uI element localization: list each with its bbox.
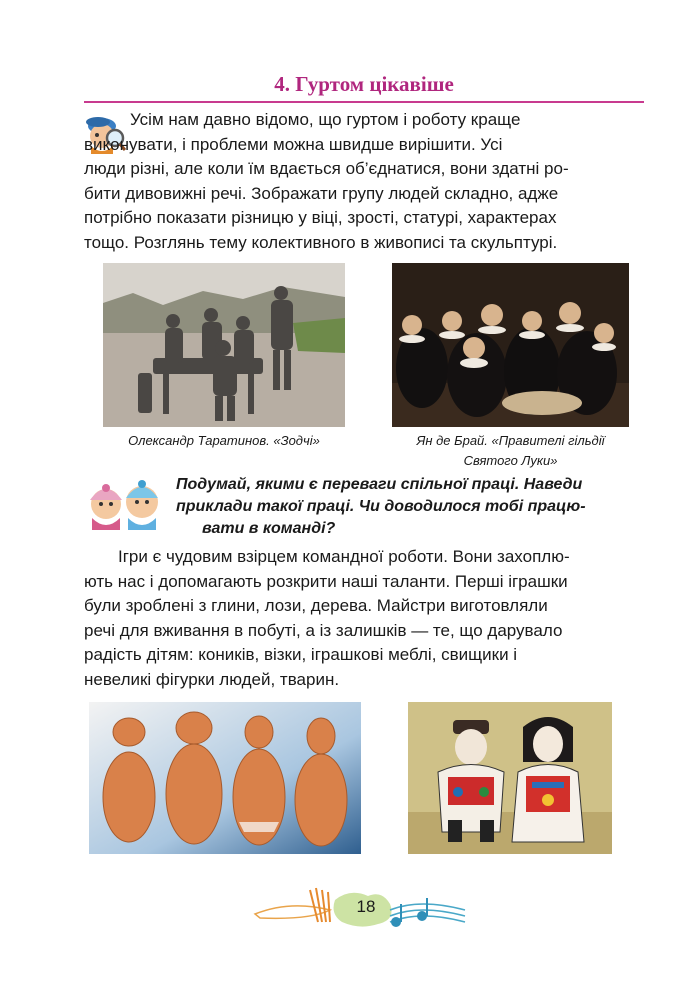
section-title: 4. Гуртом цікавіше [274,72,454,96]
intro-line: бити дивовижні речі. Зображати групу людей складно, адже [84,183,559,203]
discussion-question [176,474,643,540]
intro-line: потрібно показати різницю у віці, зрості, статурі, характерах [84,208,557,227]
caption-guild-line: Ян де Брай. «Правителі гільдії [416,433,605,448]
clay-toys-photo [89,702,361,854]
caption-guild-line: Святого Луки» [463,453,558,468]
games-paragraph [84,545,643,692]
intro-line: люди різні, але коли їм вдається об’єднатися, вони здатні ро- [84,159,569,178]
caption-zodchi: Олександр Таратинов. «Зодчі» [128,433,320,448]
body-line: були зроблені з глини, лози, дерева. Майстри виготовляли [84,596,548,615]
sculpture-photo-zodchi [103,263,345,427]
intro-line: тощо. Розглянь тему колективного в живописі та скульптурі. [84,232,558,252]
question-line: вати в команді? [202,520,336,537]
painted-toys-photo [408,702,612,854]
caption-guild [392,431,629,471]
body-line: Ігри є чудовим взірцем командної роботи. Вони захоплю- [118,547,570,566]
intro-paragraph [84,108,643,255]
question-line: приклади такої праці. Чи доводилося тобі працю- [176,498,586,515]
question-line: Подумай, якими є переваги спільної праці. Наведи [176,476,583,493]
body-line: невеликі фігурки людей, тварин. [84,669,340,689]
kids-mascot-icon [84,478,170,530]
body-line: ють нас і допомагають розкрити наші таланти. Перші іграшки [84,571,568,591]
body-line: радість дітям: коників, візки, іграшкові меблі, свищики і [84,645,518,664]
title-underline [84,101,644,103]
body-line: речі для вживання в побуті, а із залишків — те, що дарувало [84,620,563,640]
intro-line: виконувати, і проблеми можна швидше вирішити. Усі [84,134,503,154]
painting-photo-guild [392,263,629,427]
page-number: 18 [356,897,376,916]
intro-line: Усім нам давно відомо, що гуртом і роботу краще [130,110,521,129]
